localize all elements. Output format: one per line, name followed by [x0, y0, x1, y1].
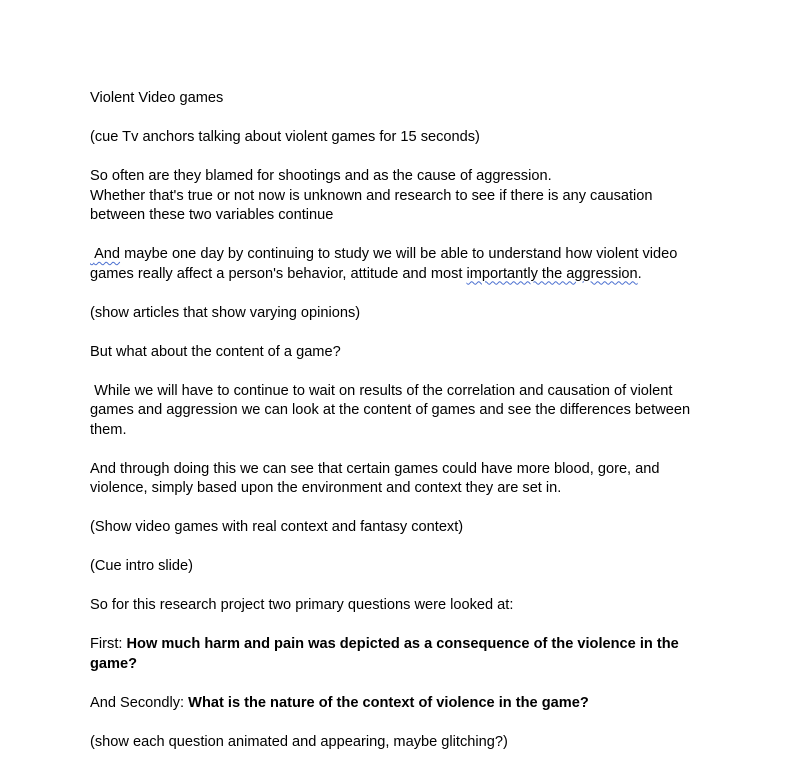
question-1-text: How much harm and pain was depicted as a consequence of the violence in the game?	[90, 636, 683, 672]
paragraph-text: maybe one day by continuing to study we will be able to understand how violent video games really affect a person's behavior, attitude and most	[90, 246, 682, 282]
spellcheck-flag-2[interactable]: importantly the aggression	[466, 265, 638, 282]
paragraph-show-games: (Show video games with real context and fantasy context)	[90, 519, 464, 535]
paragraph-content-question: But what about the content of a game?	[90, 343, 341, 360]
doc-title: Violent Video games	[90, 90, 224, 106]
paragraph-question-2	[90, 694, 706, 714]
paragraph-while-we-wait: While we will have to continue to wait on results of the correlation and causation of violent games and aggression we can look at the content of games and see the differences between them.	[90, 382, 695, 438]
paragraph-cue-anchors: (cue Tv anchors talking about violent games for 15 seconds)	[90, 129, 480, 145]
question-2-text: What is the nature of the context of violence in the game?	[188, 694, 589, 711]
question-1-prefix: First:	[90, 636, 127, 652]
paragraph-text-end: .	[637, 265, 642, 282]
paragraph-maybe-one-day	[90, 245, 706, 284]
paragraph-causation: Whether that's true or not now is unknown and research to see if there is any causation between these two variables continue	[90, 187, 657, 223]
paragraph-show-articles: (show articles that show varying opinions)	[90, 304, 361, 321]
question-2-prefix: And Secondly:	[90, 694, 189, 711]
paragraph-question-1	[90, 635, 706, 674]
document-page[interactable]	[90, 89, 706, 752]
paragraph-show-questions: (show each question animated and appearing, maybe glitching?)	[90, 733, 508, 750]
paragraph-blamed: So often are they blamed for shootings and as the cause of aggression.	[90, 168, 552, 184]
paragraph-cue-intro: (Cue intro slide)	[90, 558, 194, 574]
spellcheck-flag[interactable]: And	[90, 246, 121, 262]
paragraph-research-project: So for this research project two primary questions were looked at:	[90, 597, 514, 613]
paragraph-through-doing-this: And through doing this we can see that certain games could have more blood, gore, and violence, simply based upon the environment and context they are set in.	[90, 460, 664, 496]
